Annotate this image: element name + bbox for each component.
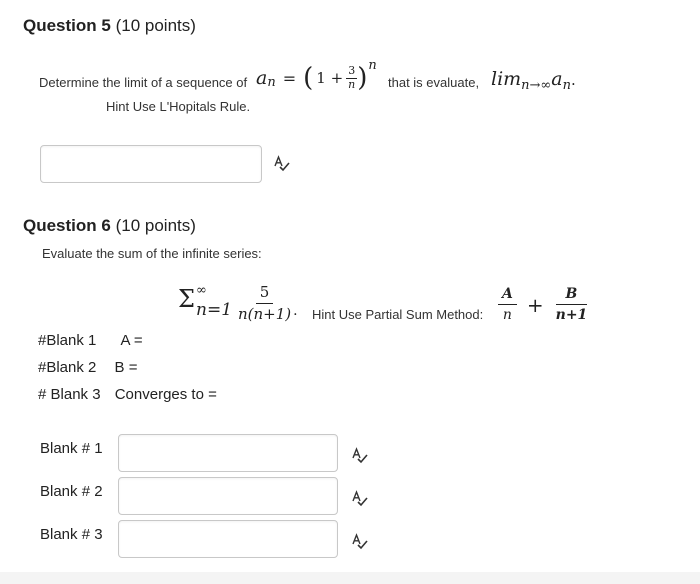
question-5-title [23,16,196,36]
blank-2-input[interactable] [118,477,338,515]
partial-fraction-expression [498,287,589,324]
sigma-sub: n=1 [196,300,233,320]
blank-3-desc: Converges to = [114,386,217,403]
seq-paren-open: ( [303,63,314,93]
lim-sub: n→∞ [521,78,552,93]
blank-2-tag: #Blank 2 [38,359,97,376]
seq-one-plus: 1 + [316,69,344,87]
lim-text: lim [491,68,522,90]
series-term-fraction [236,284,293,322]
blank-3-tag: # Blank 3 [38,386,101,403]
question-5-points: (10 points) [115,16,196,35]
blank-3-input[interactable] [118,520,338,558]
seq-a-sub: n [267,74,276,90]
pf-b-num: B [556,287,588,305]
bottom-bar [0,572,700,584]
blank-3-description [38,386,217,403]
spellcheck-icon[interactable] [351,489,369,507]
seq-equals: = [282,68,297,88]
pf-a-den: n [502,307,512,324]
question-6-title [23,216,196,236]
question-5-hint: Hint Use L'Hopitals Rule. [106,99,251,114]
pf-a-fraction [498,287,517,324]
pf-b-den: n+1 [555,307,588,324]
seq-fraction [346,65,357,90]
blank-1-input[interactable] [118,434,338,472]
spellcheck-icon[interactable] [273,154,291,172]
series-sigma [178,283,238,323]
pf-plus: + [526,293,544,318]
series-term [236,284,298,323]
question-5-number: Question 5 [23,16,111,35]
series-term-dot: · [293,307,298,324]
blank-1-description [38,332,143,349]
blank-3-label: Blank # 3 [40,526,103,543]
seq-frac-num: 3 [348,64,356,78]
question-5-prompt-prefix: Determine the limit of a sequence of [39,75,248,90]
question-5-limit-expression [491,68,576,93]
series-term-den: n(n+1) [238,304,292,323]
blank-1-tag: #Blank 1 [38,332,97,349]
seq-exponent: n [368,57,377,73]
sigma-symbol: Σ [178,285,195,313]
blank-2-label: Blank # 2 [40,483,103,500]
lim-period: . [570,71,576,89]
blank-1-desc: A = [120,332,143,349]
seq-frac-den: n [348,77,356,91]
question-6-hint: Hint Use Partial Sum Method: [312,307,484,322]
question-5-answer-input[interactable] [40,145,262,183]
seq-a: a [256,67,268,89]
question-5-sequence-formula [256,58,377,98]
sigma-sup: ∞ [196,283,207,298]
question-6-number: Question 6 [23,216,111,235]
blank-1-label: Blank # 1 [40,440,103,457]
lim-a-sub: n [562,78,571,93]
pf-a-num: A [498,287,517,305]
blank-2-desc: B = [114,359,138,376]
question-6-points: (10 points) [115,216,196,235]
lim-a: a [551,68,563,90]
series-term-num: 5 [256,284,274,304]
spellcheck-icon[interactable] [351,532,369,550]
blank-2-description [38,359,137,376]
pf-b-fraction [554,287,590,324]
seq-paren-close: ) [357,63,368,93]
question-6-prompt: Evaluate the sum of the infinite series: [42,246,262,261]
question-5-prompt-mid: that is evaluate, [388,75,480,90]
spellcheck-icon[interactable] [351,446,369,464]
